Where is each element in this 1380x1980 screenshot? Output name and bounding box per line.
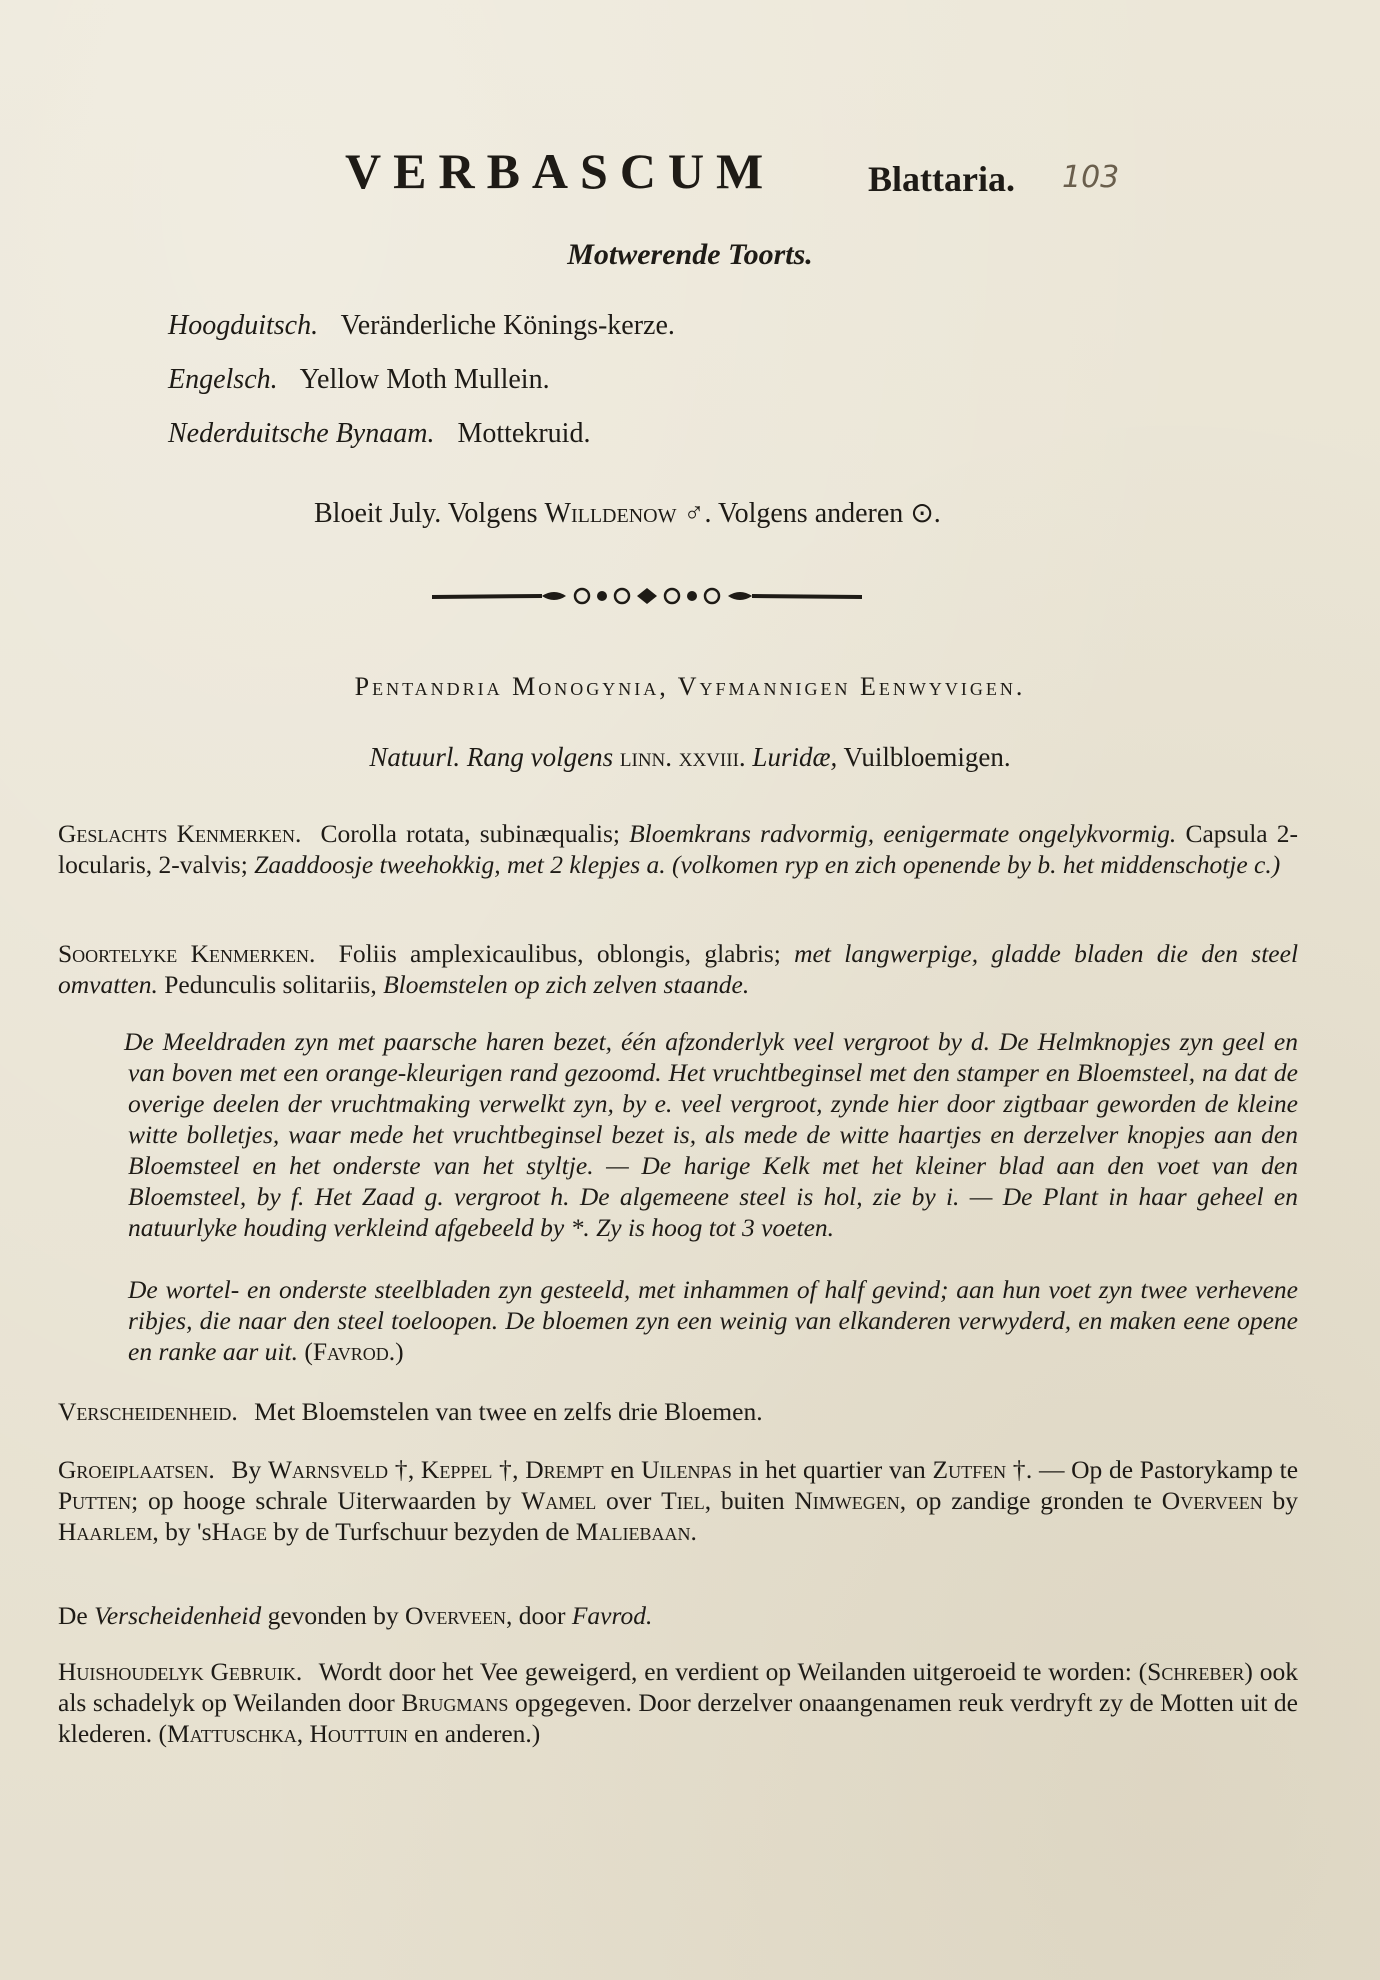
habitat-text: by de Turfschuur bezyden de — [273, 1517, 570, 1546]
bloei-text: Bloeit July. — [314, 498, 442, 529]
variety-found-text: gevonden by — [267, 1601, 399, 1630]
habitat-text: , op zandige gronden te — [899, 1486, 1152, 1515]
place-name: Overveen — [404, 1601, 506, 1630]
habitat-text: , by 's — [152, 1517, 212, 1546]
place-name: Tiel — [661, 1486, 705, 1515]
species-characters — [58, 938, 1298, 1000]
bloei-text: Volgens — [447, 498, 538, 529]
place-name: Overveen — [1161, 1486, 1263, 1515]
rank-number: linn. xxviii. — [619, 742, 746, 772]
latin-text: Corolla rotata, subinæqualis; — [320, 819, 620, 848]
flowering-line — [314, 496, 941, 530]
place-name: Warnsveld — [267, 1455, 389, 1484]
author-name: Schreber — [1147, 1657, 1245, 1686]
author-name: Brugmans — [401, 1688, 509, 1717]
linnaean-class: Pentandria Monogynia, Vyfmannigen Eenwyvigen. — [354, 672, 1026, 701]
bloei-text: Volgens anderen — [717, 498, 904, 529]
place-name: Haarlem — [58, 1517, 153, 1546]
variety-text: Met Bloemstelen van twee en zelfs drie Bloemen. — [254, 1397, 763, 1426]
section-heading: Groeiplaatsen. — [58, 1455, 215, 1484]
place-name: Putten — [58, 1486, 132, 1515]
household-text: opgegeven. Door derzelver onaangenamen reuk verdryft zy de Motten uit de klederen. ( — [58, 1688, 1298, 1748]
habitat-text: †, — [394, 1455, 415, 1484]
name-row-english — [168, 364, 550, 396]
place-name: Maliebaan — [575, 1517, 691, 1546]
name-value: Veränderliche Könings-kerze. — [340, 310, 675, 341]
section-heading: Verscheidenheid. — [58, 1397, 238, 1426]
description-text: De wortel- en onderste steelbladen zyn gesteeld, met inhammen of half gevind; aan hun voet zyn twee verhevene ribjes, die naar den steel toeloopen. De bloemen zyn een weinig van elkanderen verwyderd, en maken eene opene en ranke aar uit. — [128, 1275, 1298, 1366]
author-name: Willdenow — [544, 498, 677, 529]
language-label: Hoogduitsch. — [168, 310, 319, 341]
variety-found-text: Verscheidenheid — [94, 1601, 262, 1630]
section-heading: Huishoudelyk Gebruik. — [58, 1657, 303, 1686]
habitat-text: . — [690, 1517, 697, 1546]
description-paragraph-1: De Meeldraden zyn met paarsche haren bezet, één afzonderlyk veel vergroot by d. De Helmknopjes zyn geel en van boven met een orange-kleurigen rand gezoomd. Het vruchtbeginsel met den stamper en Bloemsteel, na dat de overige deelen der vruchtmaking verwelkt zyn, by e. veel vergroot, zynde hier door zigtbaar geworden de kleine witte bolletjes, waar mede het vruchtbeginsel bezet is, als mede de witte haartjes en derzelver knopjes aan den Bloemsteel en het onderste van het styltje. — De harige Kelk met het kleiner blad aan den voet van den Bloemsteel, by f. Het Zaad g. vergroot h. De algemeene steel is hol, zie by i. — De Plant in haar geheel en natuurlyke houding verkleind afgebeeld by *. Zy is hoog tot 3 voeten. — [124, 1027, 1298, 1242]
place-name: Nimwegen — [794, 1486, 900, 1515]
household-text: Wordt door het Vee geweigerd, en verdient op Weilanden uitgeroeid te worden: ( — [318, 1657, 1148, 1686]
household-text: ) ook als schadelyk op Weilanden door — [58, 1657, 1298, 1717]
household-use-section — [58, 1656, 1298, 1749]
habitat-text: By — [231, 1455, 262, 1484]
language-label: Engelsch. — [168, 364, 278, 395]
habitat-text: †. — Op de Pastorykamp te — [1012, 1455, 1299, 1484]
rank-family: Luridæ, — [752, 742, 838, 772]
habitat-text: , buiten — [704, 1486, 785, 1515]
author-name: Houttuin — [309, 1719, 408, 1748]
author-name: Mattuschka — [167, 1719, 297, 1748]
section-heading: Soortelyke Kenmerken. — [58, 939, 316, 968]
place-name: Uilenpas — [641, 1455, 732, 1484]
habitats-section — [58, 1454, 1298, 1547]
habitat-text: †, — [499, 1455, 519, 1484]
author-name: Favrod. — [571, 1601, 653, 1630]
place-name: Zutfen — [932, 1455, 1007, 1484]
annual-symbol: ⊙. — [910, 498, 941, 529]
habitat-text: in het quartier van — [738, 1455, 926, 1484]
variety-found-text: , door — [505, 1601, 566, 1630]
place-name: Wamel — [521, 1486, 597, 1515]
place-name: Hage — [211, 1517, 267, 1546]
habitat-text: over — [606, 1486, 652, 1515]
name-row-german — [168, 310, 675, 342]
natural-rank — [0, 742, 1380, 773]
section-heading: Geslachts Kenmerken. — [58, 819, 302, 848]
habitat-text: en — [610, 1455, 635, 1484]
name-value: Mottekruid. — [457, 418, 591, 449]
habitat-text: by — [1272, 1486, 1299, 1515]
ornament-divider — [432, 582, 862, 612]
place-name: Drempt — [525, 1455, 604, 1484]
household-text: en anderen.) — [414, 1719, 541, 1748]
household-text: , — [296, 1719, 304, 1748]
name-value: Yellow Moth Mullein. — [299, 364, 550, 395]
latin-text: Capsula 2-locularis, 2-valvis; — [58, 819, 1298, 879]
author-name: (Favrod.) — [304, 1337, 404, 1366]
dutch-text: Zaaddoosje tweehokkig, met 2 klepjes a. (volkomen ryp en zich openende by b. het middenschotje c.) — [254, 850, 1281, 879]
dutch-common-name: Motwerende Toorts. — [567, 238, 813, 271]
dutch-text: met langwerpige, gladde bladen die den steel omvatten. — [58, 939, 1299, 999]
description-paragraph-2 — [128, 1274, 1298, 1367]
handwritten-page-number: 103 — [1062, 160, 1120, 195]
latin-text: Foliis amplexicaulibus, oblongis, glabris; — [338, 939, 781, 968]
name-row-dutch — [168, 418, 590, 450]
variety-found-line — [58, 1600, 1298, 1631]
species-title: Blattaria. — [868, 159, 1015, 199]
genus-characters — [58, 818, 1298, 880]
place-name: Keppel — [420, 1455, 493, 1484]
genus-title: VERBASCUM — [345, 143, 776, 199]
language-label: Nederduitsche Bynaam. — [168, 418, 435, 449]
dutch-text: Bloemstelen op zich zelven staande. — [383, 970, 750, 999]
dutch-text: Bloemkrans radvormig, eenigermate ongelykvormig. — [629, 819, 1177, 848]
biennial-symbol: ♂. — [683, 498, 712, 529]
rank-label: Natuurl. Rang volgens — [369, 742, 614, 772]
variety-found-text: De — [58, 1601, 88, 1630]
latin-text: Pedunculis solitariis, — [164, 970, 377, 999]
habitat-text: ; op hooge schrale Uiterwaarden by — [131, 1486, 512, 1515]
rank-family-dutch: Vuilbloemigen. — [843, 742, 1011, 772]
variety-section — [58, 1396, 1298, 1427]
